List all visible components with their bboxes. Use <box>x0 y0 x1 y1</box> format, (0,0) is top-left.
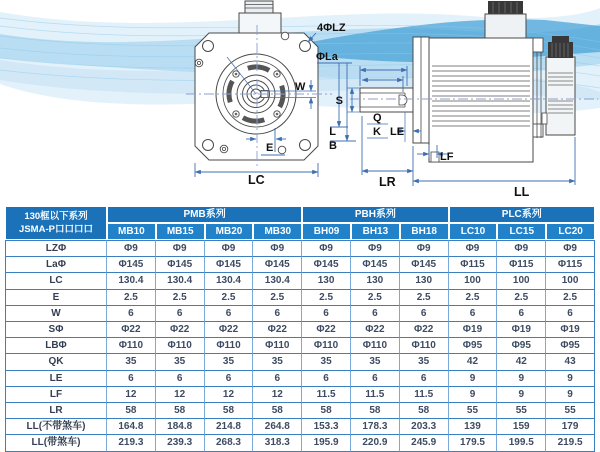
spec-cell: 130 <box>302 273 351 289</box>
spec-cell: Φ110 <box>400 338 449 354</box>
spec-cell: Φ19 <box>449 322 498 338</box>
table-row <box>5 371 595 387</box>
model-lc10: LC10 <box>449 223 498 240</box>
spec-cell: 58 <box>156 403 205 419</box>
spec-cell: Φ145 <box>205 257 254 273</box>
spec-cell: 35 <box>156 354 205 370</box>
spec-cell: 12 <box>205 387 254 403</box>
model-bh13: BH13 <box>351 223 400 240</box>
spec-cell: Φ22 <box>351 322 400 338</box>
spec-cell: 2.5 <box>400 290 449 306</box>
label-le: LE <box>390 126 405 138</box>
spec-cell: 264.8 <box>253 419 302 435</box>
table-row <box>5 435 595 451</box>
row-label: LL(不带煞车) <box>5 419 107 435</box>
mount-hole <box>300 41 311 52</box>
model-bh09: BH09 <box>302 223 351 240</box>
spec-cell: 35 <box>253 354 302 370</box>
model-lc20: LC20 <box>546 223 595 240</box>
spec-table <box>5 206 595 452</box>
spec-cell: 153.3 <box>302 419 351 435</box>
spec-cell: 6 <box>253 306 302 322</box>
spec-cell: 199.5 <box>497 435 546 451</box>
spec-cell: 195.9 <box>302 435 351 451</box>
spec-cell: 179 <box>546 419 595 435</box>
spec-cell: 130.4 <box>156 273 205 289</box>
spec-cell: Φ145 <box>253 257 302 273</box>
spec-cell: 2.5 <box>546 290 595 306</box>
spec-cell: Φ110 <box>205 338 254 354</box>
label-lf: LF <box>440 151 454 163</box>
table-row <box>5 257 595 273</box>
spec-cell: 2.5 <box>497 290 546 306</box>
spec-cell: 6 <box>449 306 498 322</box>
table-row <box>5 322 595 338</box>
spec-cell: 11.5 <box>400 387 449 403</box>
spec-cell: Φ9 <box>497 240 546 257</box>
spec-cell: 6 <box>205 306 254 322</box>
label-b: B <box>329 140 337 152</box>
label-phila: ΦLa <box>316 51 338 63</box>
spec-cell: 12 <box>253 387 302 403</box>
spec-cell: 35 <box>302 354 351 370</box>
spec-cell: 184.8 <box>156 419 205 435</box>
spec-cell: 55 <box>497 403 546 419</box>
spec-cell: 9 <box>497 371 546 387</box>
spec-cell: Φ19 <box>546 322 595 338</box>
spec-cell: 11.5 <box>302 387 351 403</box>
spec-cell: 9 <box>449 387 498 403</box>
spec-cell: Φ22 <box>205 322 254 338</box>
spec-cell: 12 <box>156 387 205 403</box>
spec-cell: 6 <box>351 371 400 387</box>
table-row <box>5 240 595 257</box>
spec-cell: Φ145 <box>400 257 449 273</box>
label-lr: LR <box>379 175 396 189</box>
spec-cell: 43 <box>546 354 595 370</box>
spec-cell: 9 <box>449 371 498 387</box>
series-plc: PLC系列 <box>449 206 595 223</box>
spec-cell: 130 <box>351 273 400 289</box>
spec-cell: Φ9 <box>400 240 449 257</box>
spec-cell: Φ22 <box>253 322 302 338</box>
table-row <box>5 403 595 419</box>
table-row <box>5 290 595 306</box>
spec-cell: 6 <box>302 371 351 387</box>
spec-cell: Φ145 <box>302 257 351 273</box>
side-top-connector <box>485 1 526 38</box>
spec-cell: 6 <box>107 306 156 322</box>
spec-cell: 2.5 <box>351 290 400 306</box>
spec-cell: 130 <box>400 273 449 289</box>
row-label: LF <box>5 387 107 403</box>
label-e: E <box>266 142 274 154</box>
spec-cell: Φ9 <box>205 240 254 257</box>
spec-cell: 179.5 <box>449 435 498 451</box>
spec-cell: Φ9 <box>107 240 156 257</box>
spec-cell: 6 <box>253 371 302 387</box>
spec-cell: Φ145 <box>107 257 156 273</box>
table-row <box>5 338 595 354</box>
spec-cell: 58 <box>351 403 400 419</box>
spec-cell: Φ115 <box>449 257 498 273</box>
spec-cell: 214.8 <box>205 419 254 435</box>
spec-cell: 2.5 <box>253 290 302 306</box>
row-label: LaΦ <box>5 257 107 273</box>
spec-cell: 159 <box>497 419 546 435</box>
table-row <box>5 306 595 322</box>
spec-cell: 6 <box>400 306 449 322</box>
spec-cell: Φ145 <box>351 257 400 273</box>
front-top-connector <box>239 1 281 33</box>
spec-cell: 100 <box>546 273 595 289</box>
model-mb20: MB20 <box>205 223 254 240</box>
spec-table-body <box>5 240 595 452</box>
spec-cell: Φ110 <box>351 338 400 354</box>
spec-cell: 58 <box>107 403 156 419</box>
spec-cell: Φ22 <box>107 322 156 338</box>
motor-body <box>429 38 533 162</box>
spec-cell: 58 <box>205 403 254 419</box>
spec-cell: Φ9 <box>253 240 302 257</box>
spec-cell: Φ22 <box>400 322 449 338</box>
label-4philz: 4ΦLZ <box>317 22 346 34</box>
spec-cell: 35 <box>400 354 449 370</box>
spec-cell: 219.5 <box>546 435 595 451</box>
spec-cell: Φ9 <box>546 240 595 257</box>
corner-line1: 130框以下系列 <box>24 211 88 222</box>
label-w: W <box>295 81 306 93</box>
spec-cell: 100 <box>497 273 546 289</box>
row-label: SΦ <box>5 322 107 338</box>
label-k: K <box>373 126 381 138</box>
spec-cell: 35 <box>351 354 400 370</box>
motor-dimension-drawing <box>0 0 600 206</box>
model-bh18: BH18 <box>400 223 449 240</box>
shaft <box>360 88 413 112</box>
spec-cell: 58 <box>253 403 302 419</box>
table-row <box>5 273 595 289</box>
spec-cell: 42 <box>497 354 546 370</box>
corner-line2: JSMA-P口口口口 <box>19 224 93 235</box>
label-l: L <box>329 126 336 138</box>
spec-cell: 58 <box>400 403 449 419</box>
spec-cell: 55 <box>449 403 498 419</box>
spec-cell: Φ9 <box>351 240 400 257</box>
series-pbh: PBH系列 <box>302 206 448 223</box>
spec-cell: 6 <box>107 371 156 387</box>
spec-cell: 245.9 <box>400 435 449 451</box>
series-row <box>5 206 595 223</box>
spec-cell: 6 <box>302 306 351 322</box>
spec-cell: Φ9 <box>302 240 351 257</box>
spec-cell: Φ9 <box>449 240 498 257</box>
spec-cell: 6 <box>205 371 254 387</box>
spec-cell: 219.3 <box>107 435 156 451</box>
spec-cell: 35 <box>205 354 254 370</box>
spec-table-header <box>5 206 595 240</box>
spec-cell: 6 <box>351 306 400 322</box>
spec-cell: 130.4 <box>107 273 156 289</box>
spec-cell: Φ110 <box>107 338 156 354</box>
row-label: QK <box>5 354 107 370</box>
row-label: LL(带煞车) <box>5 435 107 451</box>
spec-cell: 100 <box>449 273 498 289</box>
row-label: LC <box>5 273 107 289</box>
spec-cell: 6 <box>156 306 205 322</box>
spec-cell: Φ9 <box>156 240 205 257</box>
spec-cell: 130.4 <box>253 273 302 289</box>
corner-header <box>5 206 107 240</box>
spec-cell: 6 <box>400 371 449 387</box>
spec-cell: Φ19 <box>497 322 546 338</box>
spec-cell: 2.5 <box>205 290 254 306</box>
spec-cell: Φ145 <box>156 257 205 273</box>
spec-cell: Φ22 <box>156 322 205 338</box>
row-label: E <box>5 290 107 306</box>
spec-cell: Φ115 <box>497 257 546 273</box>
spec-cell: 203.3 <box>400 419 449 435</box>
spec-cell: 130.4 <box>205 273 254 289</box>
mount-hole <box>203 140 214 151</box>
spec-cell: 164.8 <box>107 419 156 435</box>
spec-cell: 11.5 <box>351 387 400 403</box>
table-row <box>5 419 595 435</box>
spec-cell: 42 <box>449 354 498 370</box>
spec-cell: 6 <box>497 306 546 322</box>
model-mb30: MB30 <box>253 223 302 240</box>
spec-cell: 55 <box>546 403 595 419</box>
spec-cell: 12 <box>107 387 156 403</box>
model-lc15: LC15 <box>497 223 546 240</box>
spec-cell: 58 <box>302 403 351 419</box>
row-label: W <box>5 306 107 322</box>
mount-hole <box>300 140 311 151</box>
spec-cell: Φ95 <box>546 338 595 354</box>
label-s: S <box>335 95 343 107</box>
model-mb15: MB15 <box>156 223 205 240</box>
spec-cell: 6 <box>546 306 595 322</box>
spec-cell: 239.3 <box>156 435 205 451</box>
spec-cell: 2.5 <box>449 290 498 306</box>
spec-cell: 318.3 <box>253 435 302 451</box>
table-row <box>5 387 595 403</box>
spec-cell: 9 <box>497 387 546 403</box>
spec-cell: 2.5 <box>156 290 205 306</box>
spec-cell: 9 <box>546 387 595 403</box>
row-label: LZΦ <box>5 240 107 257</box>
row-label: LR <box>5 403 107 419</box>
table-row <box>5 354 595 370</box>
model-mb10: MB10 <box>107 223 156 240</box>
row-label: LE <box>5 371 107 387</box>
spec-cell: Φ115 <box>546 257 595 273</box>
spec-cell: Φ110 <box>302 338 351 354</box>
spec-cell: 2.5 <box>107 290 156 306</box>
label-ll: LL <box>514 185 530 199</box>
spec-cell: Φ95 <box>449 338 498 354</box>
spec-cell: 2.5 <box>302 290 351 306</box>
mount-hole <box>203 41 214 52</box>
spec-cell: Φ110 <box>156 338 205 354</box>
spec-cell: 35 <box>107 354 156 370</box>
spec-cell: 6 <box>156 371 205 387</box>
spec-cell: 268.3 <box>205 435 254 451</box>
series-pmb: PMB系列 <box>107 206 302 223</box>
spec-cell: 220.9 <box>351 435 400 451</box>
spec-cell: 9 <box>546 371 595 387</box>
row-label: LBΦ <box>5 338 107 354</box>
spec-cell: 178.3 <box>351 419 400 435</box>
label-q: Q <box>373 112 382 124</box>
spec-cell: 139 <box>449 419 498 435</box>
label-lc: LC <box>248 173 265 187</box>
spec-cell: Φ110 <box>253 338 302 354</box>
spec-cell: Φ95 <box>497 338 546 354</box>
spec-cell: Φ22 <box>302 322 351 338</box>
